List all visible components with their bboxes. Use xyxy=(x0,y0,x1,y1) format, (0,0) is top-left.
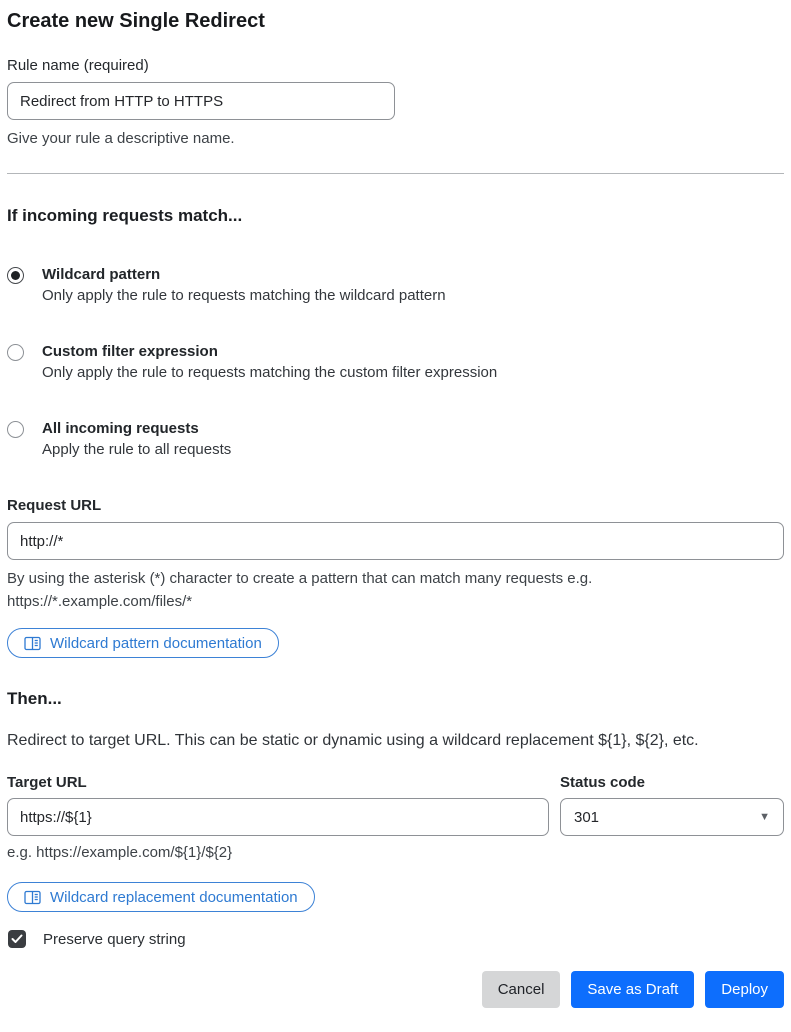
radio-option-description: Apply the rule to all requests xyxy=(42,441,232,458)
rule-name-label: Rule name (required) xyxy=(7,57,149,74)
match-section-heading: If incoming requests match... xyxy=(7,206,243,225)
radio-button-icon[interactable] xyxy=(7,344,24,361)
preserve-query-label[interactable]: Preserve query string xyxy=(43,930,186,948)
wildcard-pattern-doc-button[interactable] xyxy=(7,628,279,658)
doc-button-label: Wildcard replacement documentation xyxy=(50,888,298,906)
radio-option-description: Only apply the rule to requests matching the custom filter expression xyxy=(42,364,498,381)
radio-option-all-requests[interactable] xyxy=(7,420,784,458)
match-radio-group xyxy=(7,266,784,458)
status-code-select[interactable] xyxy=(560,798,784,836)
open-book-icon xyxy=(24,636,41,651)
cancel-button[interactable]: Cancel xyxy=(482,971,561,1008)
radio-option-description: Only apply the rule to requests matching the wildcard pattern xyxy=(42,287,446,304)
request-url-input[interactable] xyxy=(7,522,784,560)
status-code-label: Status code xyxy=(560,774,646,791)
target-status-row xyxy=(7,774,784,836)
radio-option-custom-filter[interactable] xyxy=(7,343,784,381)
rule-name-helper: Give your rule a descriptive name. xyxy=(7,130,235,147)
radio-option-wildcard-pattern[interactable] xyxy=(7,266,784,304)
then-section-description: Redirect to target URL. This can be static or dynamic using a wildcard replacement ${1}, ${2}, etc. xyxy=(7,732,699,749)
chevron-down-icon: ▼ xyxy=(759,810,770,823)
wildcard-replacement-doc-button[interactable] xyxy=(7,882,315,912)
request-url-helper: By using the asterisk (*) character to create a pattern that can match many requests e.g. https://*.example.com/files/* xyxy=(7,570,593,610)
radio-button-selected-icon[interactable] xyxy=(7,267,24,284)
deploy-button[interactable]: Deploy xyxy=(705,971,784,1008)
preserve-query-row[interactable] xyxy=(7,930,784,948)
radio-option-label: Custom filter expression xyxy=(42,343,218,360)
target-url-input[interactable] xyxy=(7,798,549,836)
checkbox-checked-icon[interactable] xyxy=(8,930,26,948)
rule-name-input[interactable] xyxy=(7,82,395,120)
section-divider xyxy=(7,173,784,174)
page-title: Create new Single Redirect xyxy=(7,10,265,32)
target-url-label: Target URL xyxy=(7,774,87,791)
then-section-heading: Then... xyxy=(7,689,62,708)
save-as-draft-button[interactable]: Save as Draft xyxy=(571,971,694,1008)
form-actions xyxy=(7,971,784,1008)
open-book-icon xyxy=(24,890,41,905)
radio-option-label: Wildcard pattern xyxy=(42,266,161,283)
radio-option-label: All incoming requests xyxy=(42,420,199,437)
status-code-value: 301 xyxy=(574,808,600,826)
request-url-label: Request URL xyxy=(7,497,102,514)
target-url-helper: e.g. https://example.com/${1}/${2} xyxy=(7,844,233,861)
radio-button-icon[interactable] xyxy=(7,421,24,438)
doc-button-label: Wildcard pattern documentation xyxy=(50,634,262,652)
